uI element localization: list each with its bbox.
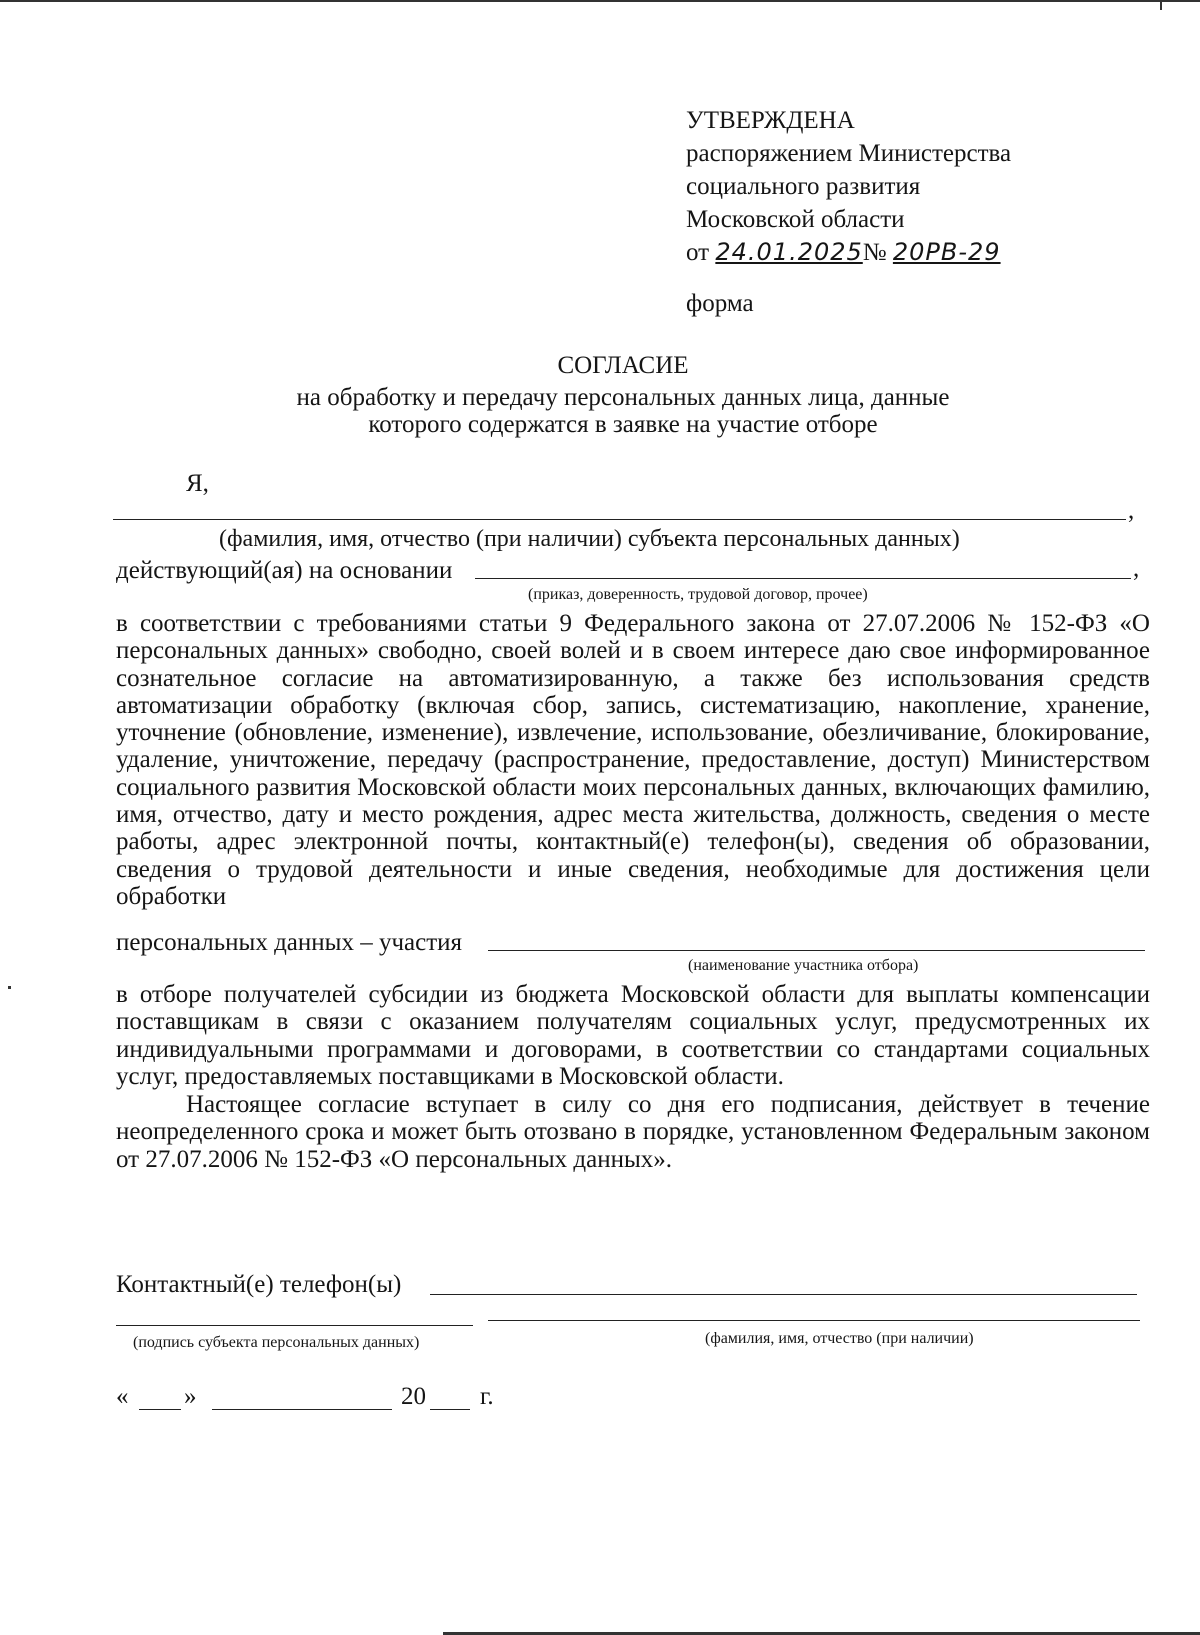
basis-line[interactable] [475, 578, 1131, 579]
date-year-suffix: г. [480, 1383, 494, 1410]
contact-phone-line[interactable] [430, 1294, 1137, 1295]
date-day-line[interactable] [139, 1409, 181, 1410]
caption-fio: (фамилия, имя, отчество (при наличии) [705, 1330, 974, 1347]
consent-paragraph-1: в соответствии с требованиями статьи 9 Федерального закона от 27.07.2006 № 152-ФЗ «О персональных данных» свободно, своей волей и в своем интересе даю свое информированное сознательное согласие на автоматизированную, а также без использования средств автоматизации обработку (включая сбор, запись, систематизацию, накопление, хранение, уточнение (обновление, изменение), извлечение, использование, обезличивание, блокирование, удаление, уничтожение, передачу (распространение, предоставление, доступ) Министерством социального развития Московской области моих персональных данных, включающих фамилию, имя, отчество, дату и место рождения, адрес места жительства, должность, сведения о месте работы, адрес электронной почты, контактный(е) телефон(ы), сведения об образовании, сведения о трудовой деятельности и иные сведения, необходимые для достижения цели обработки [116, 610, 1150, 910]
subject-name-line[interactable] [113, 519, 1126, 520]
participant-name-line[interactable] [488, 950, 1145, 951]
form-label: форма [686, 290, 754, 317]
signer-name-line[interactable] [488, 1320, 1140, 1321]
comma-mark: , [1133, 555, 1140, 582]
date-month-line[interactable] [212, 1409, 392, 1410]
approval-line-1: распоряжением Министерства [686, 140, 1012, 167]
scan-dot [8, 986, 11, 989]
date-year-prefix: 20 [401, 1383, 426, 1410]
date-prefix: от [686, 239, 710, 266]
field-i-label: Я, [186, 470, 209, 497]
date-open-quote: « [116, 1383, 129, 1410]
handwritten-date: 24.01.2025 [715, 238, 863, 266]
scan-edge-top [0, 0, 1200, 2]
caption-signature: (подпись субъекта персональных данных) [133, 1334, 420, 1351]
signature-line[interactable] [116, 1325, 473, 1326]
handwritten-number: 20РВ-29 [892, 238, 1001, 266]
approval-line-3: Московской области [686, 206, 905, 233]
caption-basis: (приказ, доверенность, трудовой договор, прочее) [528, 586, 868, 603]
consent-paragraph-3: Настоящее согласие вступает в силу со дня его подписания, действует в течение неопределенного срока и может быть отозвано в порядке, установленном Федеральным законом от 27.07.2006 № 152-ФЗ «О персональных данных». [116, 1091, 1150, 1173]
contact-phone-label: Контактный(е) телефон(ы) [116, 1271, 402, 1298]
document-subtitle-2: которого содержатся в заявке на участие отборе [368, 411, 878, 438]
approval-title: УТВЕРЖДЕНА [686, 107, 855, 134]
caption-participant: (наименование участника отбора) [688, 957, 919, 974]
document-title: СОГЛАСИЕ [557, 352, 689, 379]
number-prefix: № [862, 239, 887, 266]
approval-block [686, 104, 1011, 269]
scan-mark-top-right [1160, 0, 1162, 10]
approval-date-line [686, 236, 1011, 269]
purpose-label: персональных данных – участия [116, 929, 463, 956]
comma-mark: , [1128, 497, 1135, 524]
date-year-line[interactable] [430, 1409, 470, 1410]
date-close-quote: » [184, 1383, 197, 1410]
acting-basis-label: действующий(ая) на основании [116, 557, 453, 584]
document-subtitle-1: на обработку и передачу персональных данных лица, данные [296, 384, 950, 411]
caption-fio-subject: (фамилия, имя, отчество (при наличии) субъекта персональных данных) [219, 526, 960, 552]
approval-line-2: социального развития [686, 173, 921, 200]
consent-paragraph-2: в отборе получателей субсидии из бюджета Московской области для выплаты компенсации поставщикам в связи с оказанием получателям социальных услуг, предусмотренных их индивидуальными программами и договорами, в соответствии со стандартами социальных услуг, предоставляемых поставщиками в Московской области. [116, 981, 1150, 1090]
